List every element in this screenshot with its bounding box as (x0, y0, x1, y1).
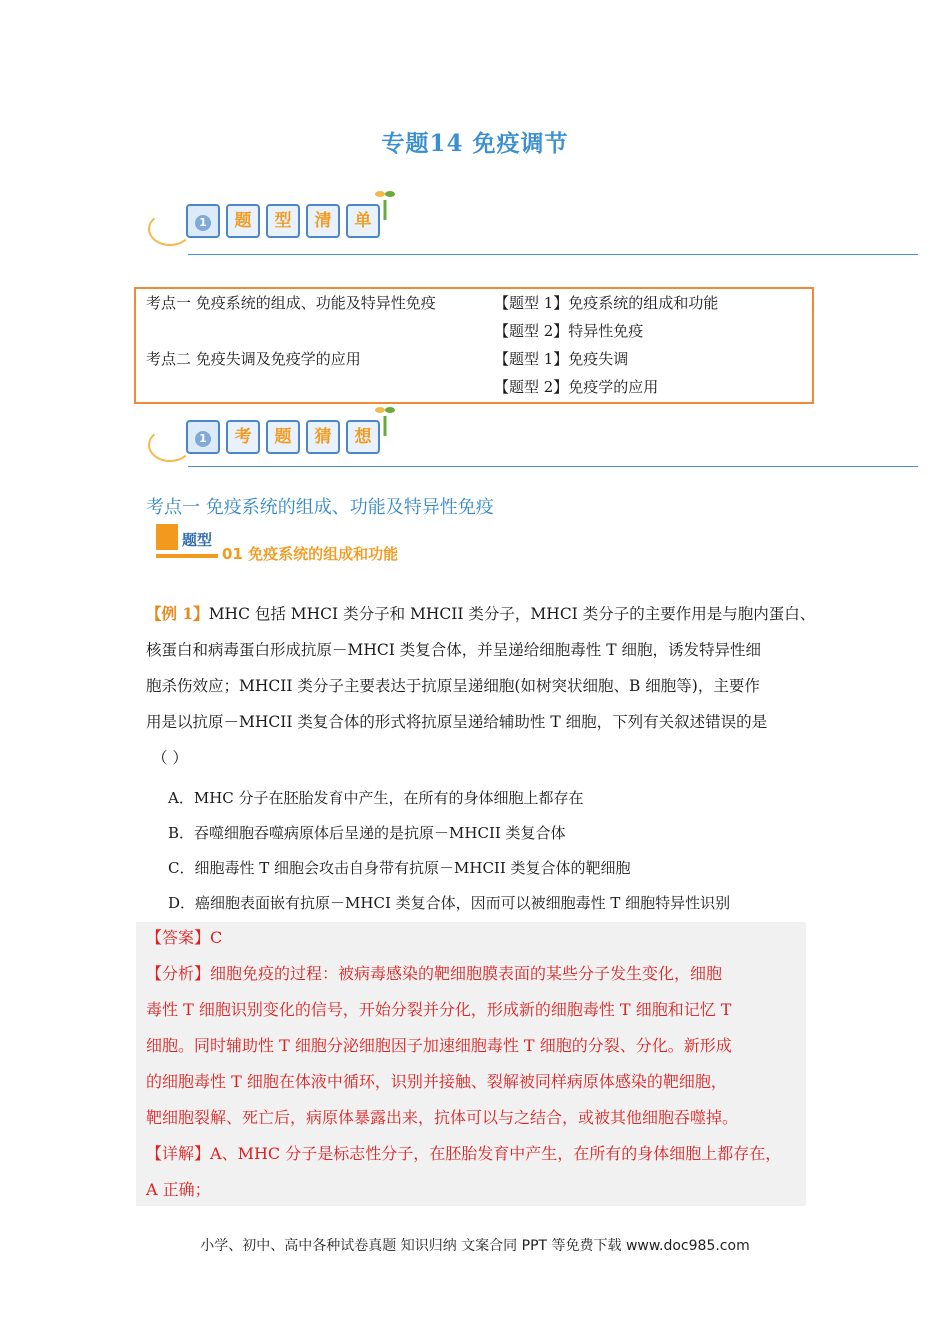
option-a: A．MHC 分子在胚胎发育中产生，在所有的身体细胞上都存在 (168, 789, 584, 807)
page-title: 专题14 免疫调节 (381, 130, 569, 157)
tixing-badge (156, 524, 218, 560)
analysis-text: 细胞。同时辅助性 T 细胞分泌细胞因子加速细胞毒性 T 细胞的分裂、分化。新形成 (146, 1036, 732, 1055)
detail-label: 【详解】 (146, 1144, 211, 1163)
example-label: 【例 1】 (146, 604, 209, 623)
section-banner-list (148, 186, 918, 256)
detail-text: A 正确； (146, 1180, 211, 1199)
kaodian-heading: 考点一 免疫系统的组成、功能及特异性免疫 (146, 497, 494, 518)
page-footer: 小学、初中、高中各种试卷真题 知识归纳 文案合同 PPT 等免费下载 www.doc985.com (200, 1238, 750, 1254)
banner-rule (188, 466, 918, 467)
banner-chip: 题 (226, 204, 260, 238)
question-line: 用是以抗原－MHCII 类复合体的形式将抗原呈递给辅助性 T 细胞，下列有关叙述错误的是 (146, 713, 768, 731)
banner-number-icon: 1 (186, 204, 220, 238)
answer-label: 【答案】 (146, 928, 211, 947)
banner-rule (188, 254, 918, 255)
option-b: B．吞噬细胞吞噬病原体后呈递的是抗原－MHCII 类复合体 (168, 824, 566, 842)
detail-text: A、MHC 分子是标志性分子，在胚胎发育中产生，在所有的身体细胞上都存在， (210, 1144, 782, 1163)
badge-label: 题型 (182, 531, 213, 549)
question-line (146, 596, 816, 632)
banner-chip: 想 (346, 420, 380, 454)
tixing-cell: 【题型 1】免疫失调 (494, 350, 629, 368)
analysis-text: 的细胞毒性 T 细胞在体液中循环，识别并接触、裂解被同样病原体感染的靶细胞， (146, 1072, 727, 1091)
question-line: （ ） (152, 749, 188, 767)
tixing-cell: 【题型 2】免疫学的应用 (494, 378, 659, 396)
question-line: 核蛋白和病毒蛋白形成抗原－MHCI 类复合体，并呈递给细胞毒性 T 细胞，诱发特异性细 (146, 641, 761, 659)
detail-line (146, 1136, 814, 1172)
tixing-cell: 【题型 1】免疫系统的组成和功能 (494, 294, 719, 312)
banner-chip: 单 (346, 204, 380, 238)
banner-chip: 猜 (306, 420, 340, 454)
banner-chip: 题 (266, 420, 300, 454)
tixing-title: 01 免疫系统的组成和功能 (222, 545, 399, 563)
option-c: C．细胞毒性 T 细胞会攻击自身带有抗原－MHCII 类复合体的靶细胞 (168, 859, 631, 877)
kaodian-cell: 考点二 免疫失调及免疫学的应用 (146, 350, 361, 368)
answer-line (146, 920, 814, 956)
example-question (146, 596, 816, 776)
badge-underline (156, 554, 218, 558)
overview-table (134, 287, 814, 404)
analysis-text: 靶细胞裂解、死亡后，病原体暴露出来，抗体可以与之结合，或被其他细胞吞噬掉。 (146, 1108, 739, 1127)
answer-section (146, 920, 814, 1208)
banner-chip: 清 (306, 204, 340, 238)
section-banner-predict (148, 402, 918, 472)
analysis-text: 毒性 T 细胞识别变化的信号，开始分裂并分化，形成新的细胞毒性 T 细胞和记忆 T (146, 1000, 732, 1019)
option-d: D．癌细胞表面嵌有抗原－MHCI 类复合体，因而可以被细胞毒性 T 细胞特异性识别 (168, 894, 731, 912)
kaodian-cell: 考点一 免疫系统的组成、功能及特异性免疫 (146, 294, 436, 312)
analysis-line (146, 956, 814, 992)
answer-value: C (210, 928, 223, 947)
badge-square (156, 524, 178, 550)
analysis-text: 细胞免疫的过程：被病毒感染的靶细胞膜表面的某些分子发生变化，细胞 (210, 964, 723, 983)
question-line: 胞杀伤效应；MHCII 类分子主要表达于抗原呈递细胞(如树突状细胞、B 细胞等)，主要作 (146, 677, 760, 695)
analysis-label: 【分析】 (146, 964, 211, 983)
banner-number-icon: 1 (186, 420, 220, 454)
banner-chip: 考 (226, 420, 260, 454)
tixing-cell: 【题型 2】特异性免疫 (494, 322, 644, 340)
banner-chip: 型 (266, 204, 300, 238)
question-text: MHC 包括 MHCI 类分子和 MHCII 类分子，MHCI 类分子的主要作用是与胞内蛋白、 (208, 605, 816, 623)
